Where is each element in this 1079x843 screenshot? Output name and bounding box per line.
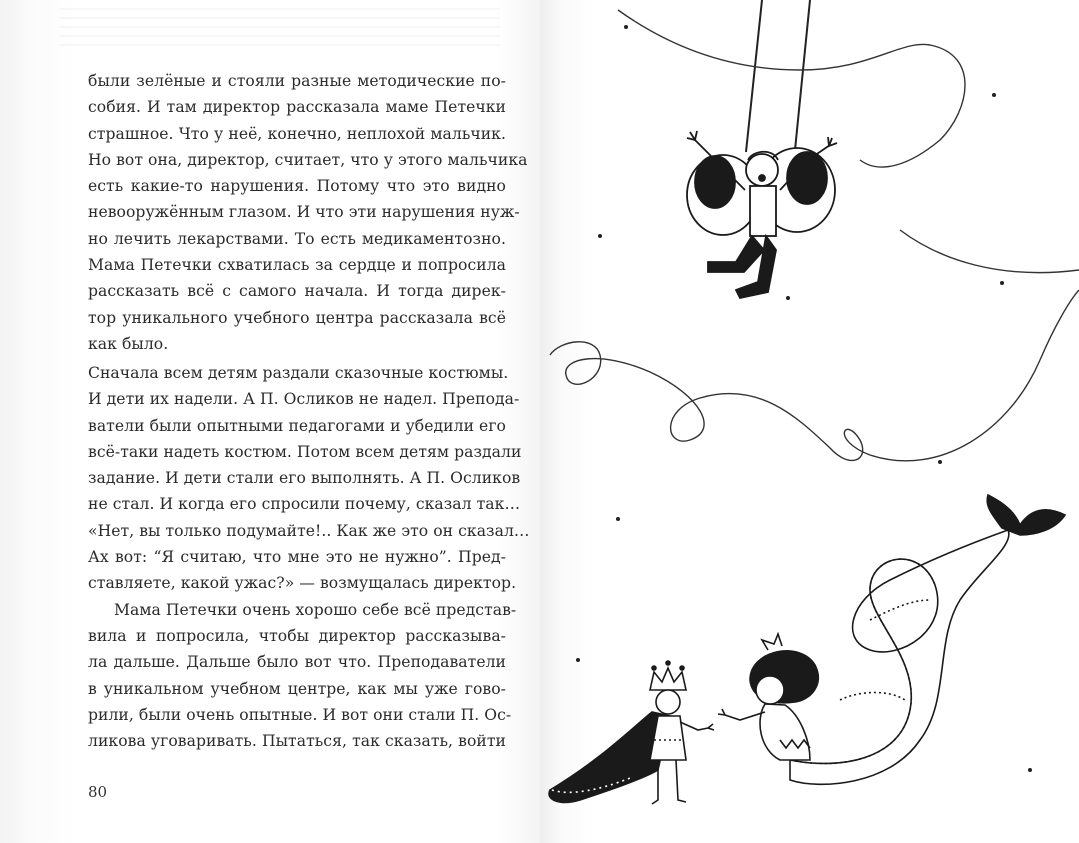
- text-line: в уникальном учебном центре, как мы уже гово-: [88, 679, 506, 698]
- text-line: задание. И дети стали его выполнять. А П. Осликов: [88, 469, 521, 488]
- text-line: Ах вот: “Я считаю, что мне это не нужно”. Пред-: [88, 548, 506, 567]
- text-line: но лечить лекарствами. То есть медикаментозно.: [88, 229, 506, 248]
- illustration: [540, 0, 1079, 843]
- text-line: собия. И там директор рассказала маме Петечки: [88, 98, 506, 117]
- text-line: тор уникального учебного центра рассказала всё: [88, 308, 506, 327]
- text-line: рассказать всё с самого начала. И тогда дирек-: [88, 282, 506, 301]
- text-line: невооружённым глазом. И что эти нарушения нуж-: [88, 203, 520, 222]
- text-line: И дети их надели. А П. Осликов не надел. Препода-: [88, 390, 520, 409]
- paragraph-2: [88, 360, 530, 754]
- boy-on-swing-figure: [687, 131, 837, 298]
- swing-ropes: [746, 0, 810, 152]
- text-line: ла дальше. Дальше было вот что. Преподаватели: [88, 653, 506, 672]
- text-line: всё-таки надеть костюм. Потом всем детям раздали: [88, 442, 522, 461]
- text-line: ликова уговаривать. Пытаться, так сказать, войти: [88, 732, 506, 751]
- prince-figure: [549, 661, 714, 804]
- text-line: ставляете, какой ужас?» — возмущалась директор.: [88, 574, 517, 593]
- bleed-through-text: [60, 8, 500, 48]
- text-line: Но вот она, директор, считает, что у этого мальчика: [88, 150, 528, 169]
- text-line: были зелёные и стояли разные методические по-: [88, 72, 506, 90]
- text-line: Мама Петечки очень хорошо себе всё представ-: [114, 600, 517, 619]
- text-line: как было.: [88, 334, 169, 353]
- text-line: Мама Петечки схватилась за сердце и попросила: [88, 256, 506, 275]
- text-line: не стал. И когда его спросили почему, сказал так…: [88, 495, 521, 514]
- text-line: рили, были очень опытные. И вот они стали П. Ос-: [88, 705, 512, 724]
- text-line: ватели были опытными педагогами и убедили его: [88, 416, 506, 435]
- page-number: 80: [88, 783, 108, 801]
- paragraph-1: [88, 68, 528, 357]
- text-line: есть какие-то нарушения. Потому что это видно: [88, 177, 506, 196]
- text-line: Сначала всем детям раздали сказочные костюмы.: [88, 364, 509, 382]
- text-line: страшное. Что у неё, конечно, неплохой мальчик.: [88, 124, 506, 143]
- text-line: «Нет, вы только подумайте!.. Как же это он сказал…: [88, 521, 530, 540]
- mermaid-figure: [718, 495, 1065, 784]
- text-line: вила и попросила, чтобы директор рассказыва-: [88, 626, 506, 645]
- swirl-lines: [550, 10, 1079, 461]
